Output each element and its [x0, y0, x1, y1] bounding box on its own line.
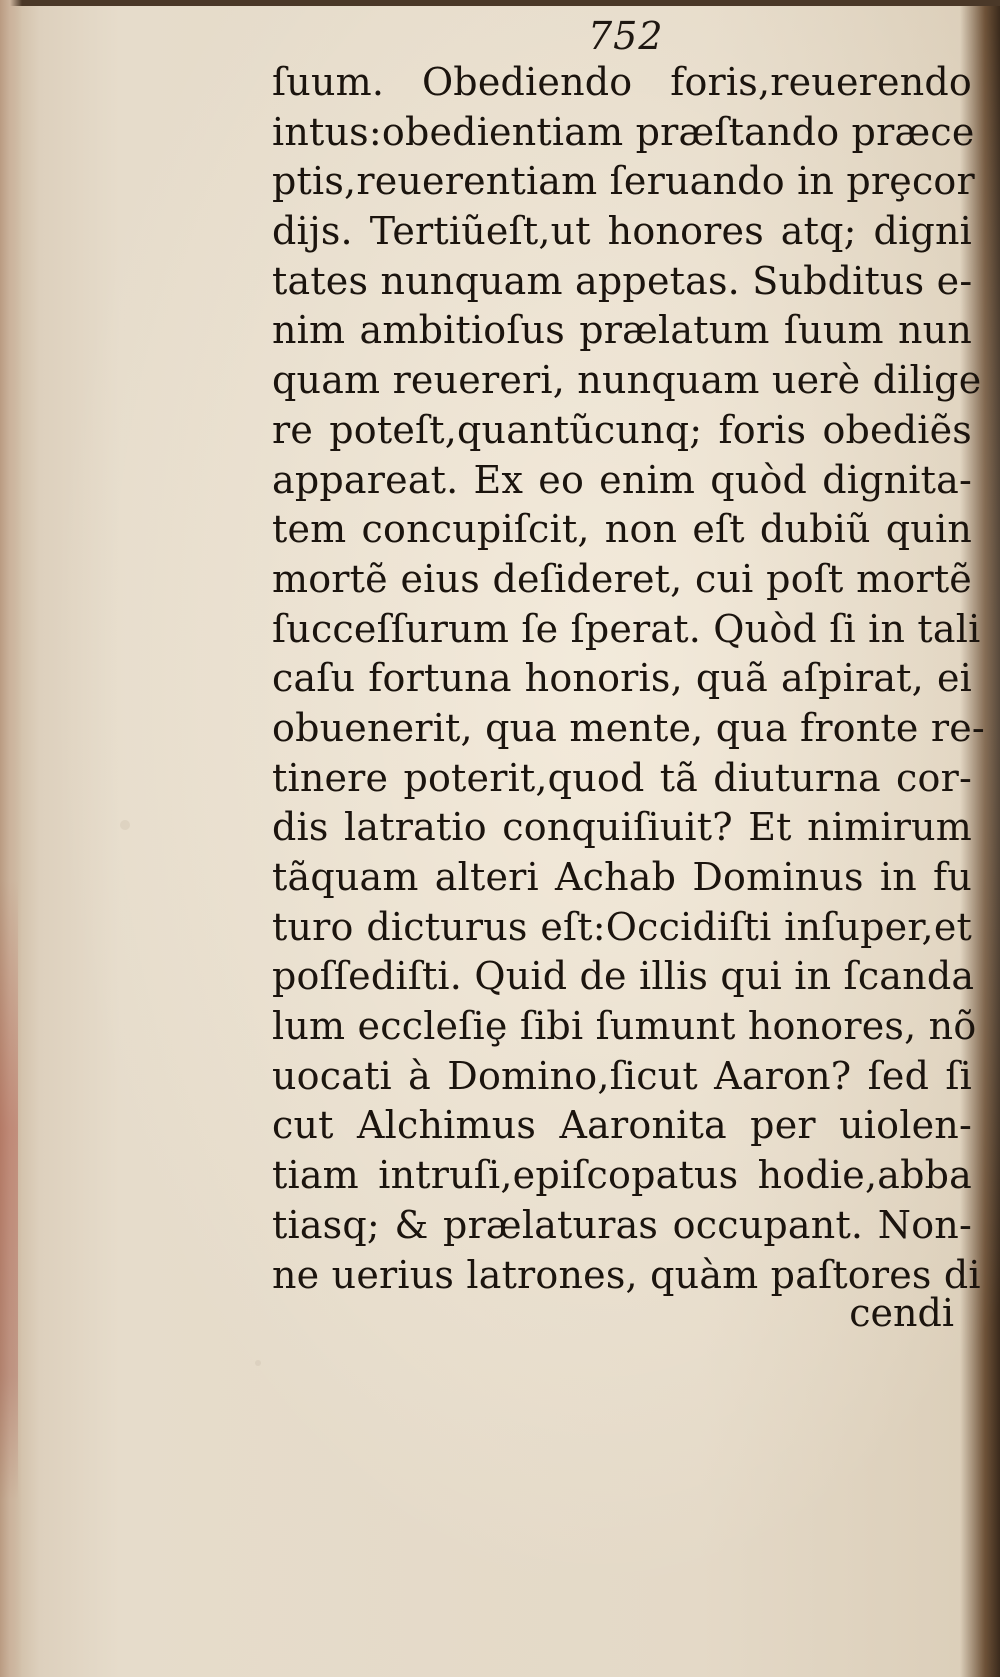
paper-spot [120, 820, 130, 830]
text-line: dis latratio conquiſiuit? Et nimirum [272, 805, 972, 850]
text-line: uocati à Domino,ſicut Aaron? ſed ſi [272, 1053, 972, 1098]
text-line: tãquam alteri Achab Dominus in fu [272, 855, 972, 899]
text-line: tiasq; & prælaturas occupant. Non- [272, 1202, 972, 1247]
text-line: quam reuereri, nunquam uerè dilige [272, 358, 982, 403]
paper-spot [255, 1360, 261, 1366]
text-line: turo dicturus eſt:Occidiſti inſuper,et [272, 904, 972, 949]
text-line: poſſediſti. Quid de illis qui in ſcanda [272, 954, 975, 999]
text-line: cut Alchimus Aaronita per uiolen- [272, 1103, 972, 1148]
text-line: obuenerit, qua mente, qua fronte re- [272, 705, 985, 750]
text-line: appareat. Ex eo enim quòd dignita- [272, 457, 972, 502]
body-text [272, 58, 985, 1300]
text-line: tates nunquam appetas. Subditus e- [272, 258, 973, 303]
page-number: 752 [588, 14, 664, 58]
text-line: ſuum. Obediendo foris,reuerendo [272, 60, 972, 104]
text-line: nim ambitioſus prælatum ſuum nun [272, 308, 972, 353]
text-line: ptis,reuerentiam ſeruando in prȩcor [272, 159, 975, 204]
text-line: caſu fortuna honoris, quã aſpirat, ei [272, 656, 972, 701]
text-line: tem concupiſcit, non eſt dubiũ quin [272, 507, 972, 552]
text-line: ſucceſſurum ſe ſperat. Quòd ſi in tali [272, 606, 981, 651]
text-line: lum eccleſiȩ ſibi ſumunt honores, nõ [272, 1004, 977, 1049]
text-line: ne uerius latrones, quàm paſtores di [272, 1252, 981, 1297]
page-top-edge [0, 0, 1000, 6]
text-line: mortẽ eius deſideret, cui poſt mortẽ [272, 556, 972, 601]
red-edge-stain [0, 880, 18, 1500]
text-line: tiam intruſi,epiſcopatus hodie,abba [272, 1153, 972, 1198]
text-line: re poteſt,quantũcunq; foris obediẽs [272, 407, 972, 452]
text-line: dijs. Tertiũeſt,ut honores atq; digni [272, 209, 972, 254]
catchword: cendi [849, 1291, 954, 1335]
text-line: tinere poterit,quod tã diuturna cor- [272, 755, 972, 800]
text-line: intus:obedientiam præſtando præce [272, 109, 975, 154]
